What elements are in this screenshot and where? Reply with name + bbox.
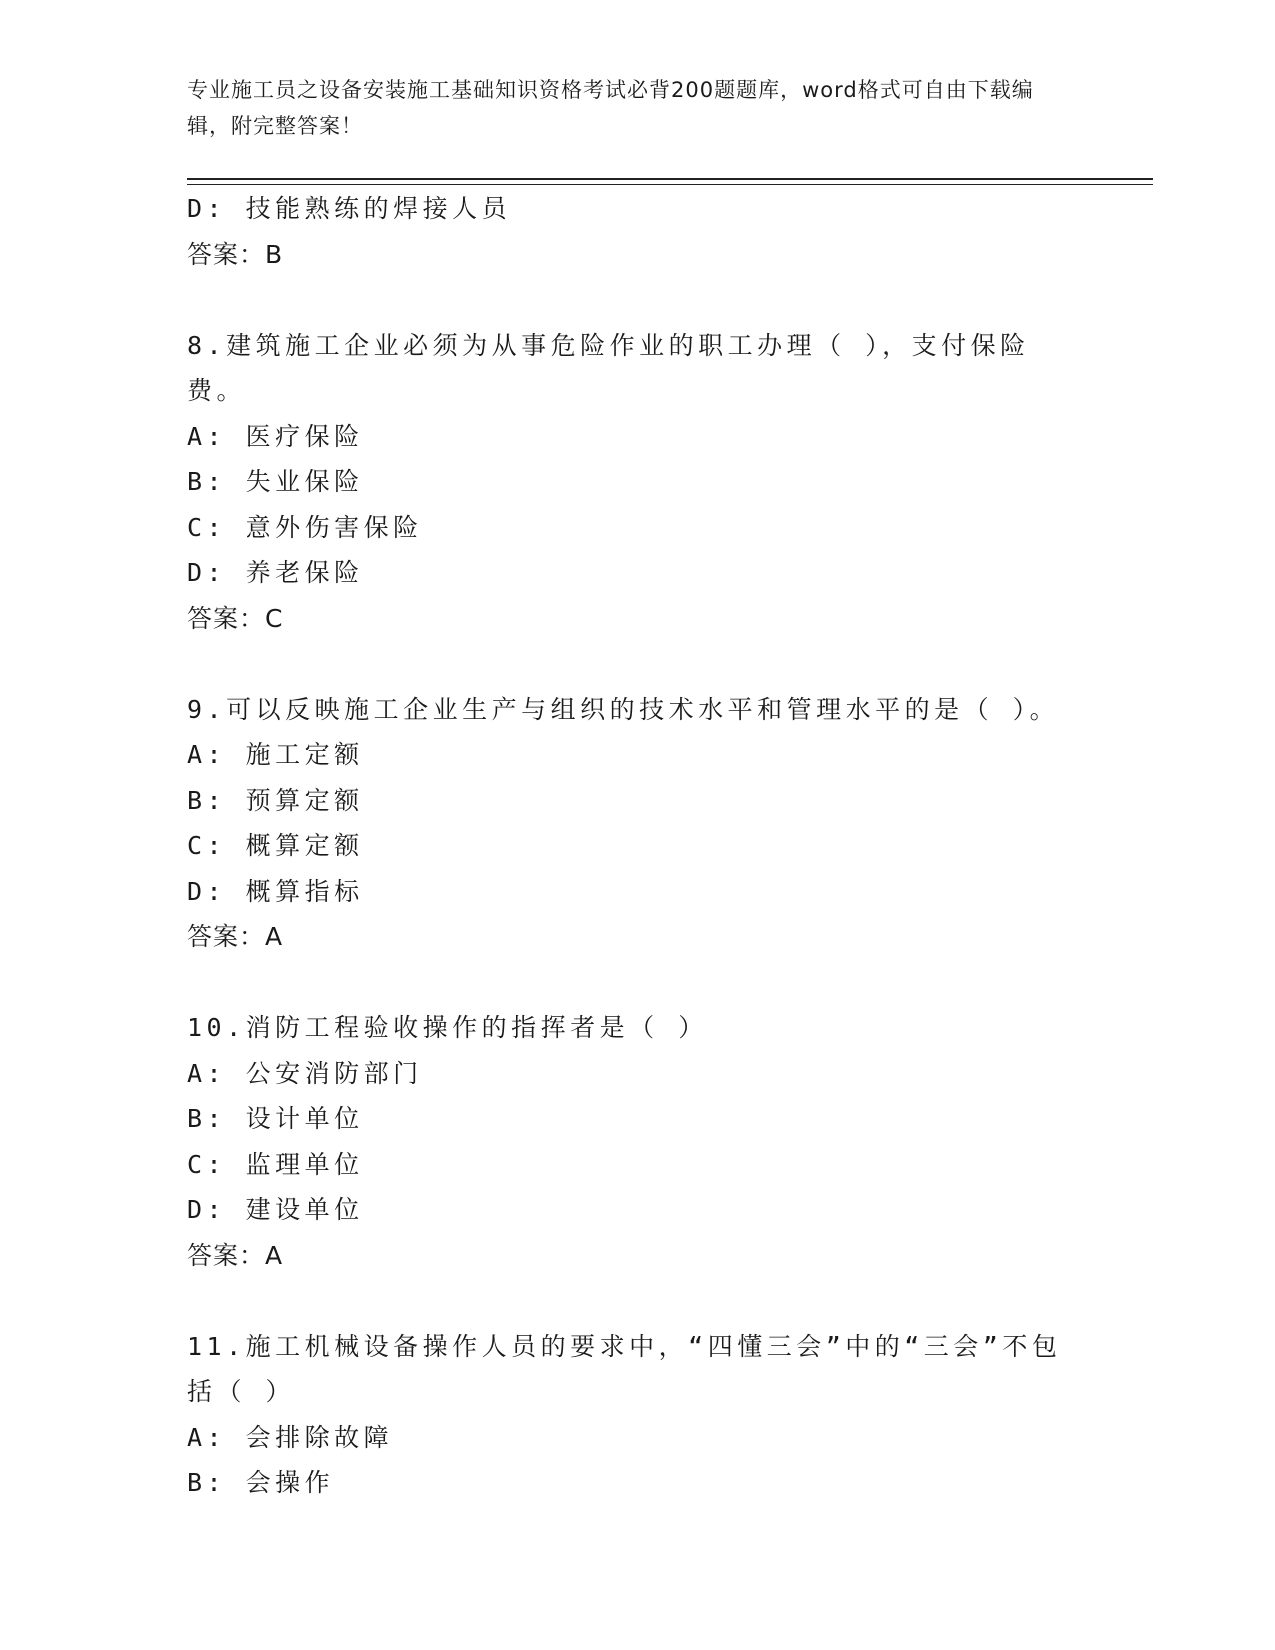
option-a: A: 会排除故障 xyxy=(187,1422,394,1452)
option-a: A: 公安消防部门 xyxy=(187,1058,423,1088)
option-d: D: 技能熟练的焊接人员 xyxy=(187,194,512,223)
question-stem: 11.施工机械设备操作人员的要求中，“四懂三会”中的“三会”不包括（ ） xyxy=(187,1331,1062,1406)
option-d: D: 建设单位 xyxy=(187,1195,364,1224)
option-c: C: 监理单位 xyxy=(187,1149,364,1179)
option-b: B: 预算定额 xyxy=(187,785,364,815)
document-body xyxy=(187,186,1107,1506)
option-c: C: 概算定额 xyxy=(187,831,364,860)
answer-line: 答案：A xyxy=(187,922,284,951)
question-10 xyxy=(187,1005,1107,1278)
option-a: A: 施工定额 xyxy=(187,740,364,769)
previous-question-tail xyxy=(187,186,1107,277)
option-d: D: 概算指标 xyxy=(187,876,364,906)
header-divider xyxy=(187,178,1153,185)
option-b: B: 会操作 xyxy=(187,1468,335,1497)
question-stem: 8.建筑施工企业必须为从事危险作业的职工办理（ ），支付保险费。 xyxy=(187,330,1030,405)
question-stem: 10.消防工程验收操作的指挥者是（ ） xyxy=(187,1013,708,1042)
option-c: C: 意外伤害保险 xyxy=(187,512,423,542)
question-stem: 9.可以反映施工企业生产与组织的技术水平和管理水平的是（ ）。 xyxy=(187,694,1060,724)
question-9 xyxy=(187,687,1107,960)
document-header xyxy=(187,72,1067,144)
answer-line: 答案：A xyxy=(187,1240,284,1270)
option-b: B: 失业保险 xyxy=(187,467,364,496)
option-d: D: 养老保险 xyxy=(187,558,364,587)
header-title: 专业施工员之设备安装施工基础知识资格考试必背200题题库，word格式可自由下载编辑，附完整答案！ xyxy=(187,78,1034,138)
answer-line: 答案：C xyxy=(187,603,284,633)
question-8 xyxy=(187,323,1107,642)
option-a: A: 医疗保险 xyxy=(187,421,364,451)
option-b: B: 设计单位 xyxy=(187,1104,364,1133)
question-11 xyxy=(187,1324,1107,1506)
answer-line: 答案：B xyxy=(187,239,284,269)
